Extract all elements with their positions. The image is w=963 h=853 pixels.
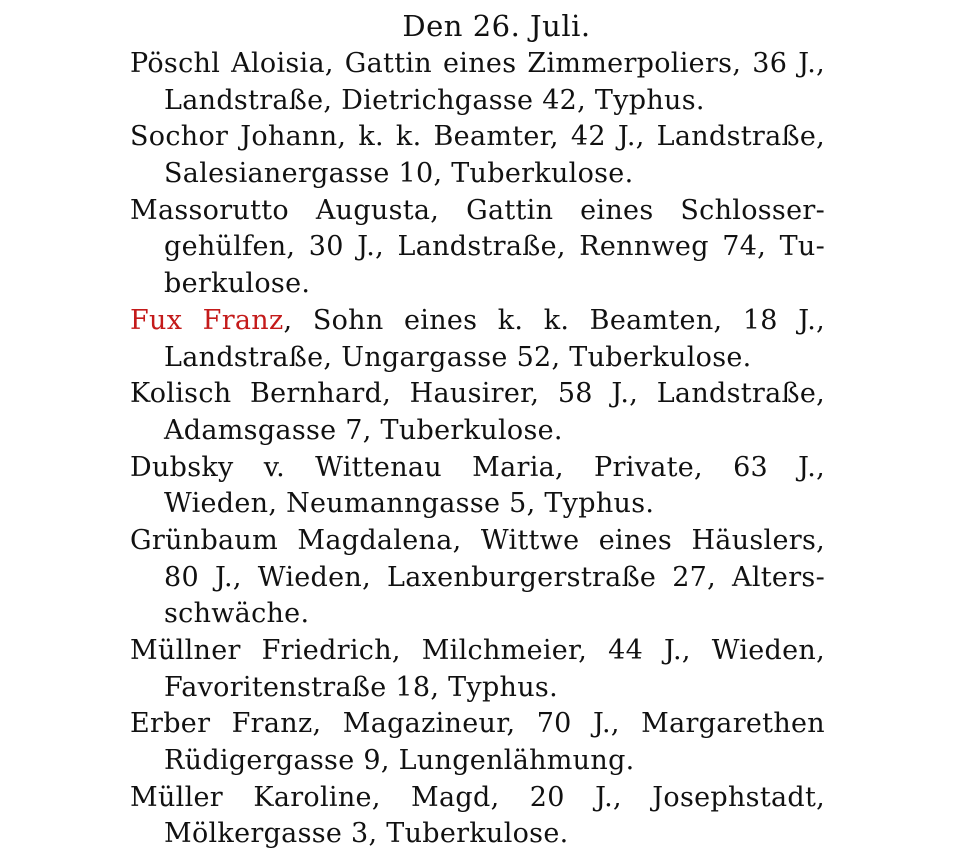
- register-entry: [130, 46, 825, 119]
- register-entry: [130, 193, 825, 303]
- register-entry: [130, 780, 825, 853]
- register-entry: [130, 376, 825, 449]
- entry-first-line: [130, 523, 825, 560]
- entry-continuation-line: [130, 340, 825, 377]
- entry-continuation-line: [130, 596, 825, 633]
- register-entry: [130, 303, 825, 376]
- entry-text: Milchmeier, 44 J., Wieden,: [400, 635, 825, 666]
- entry-continuation-line: [130, 229, 825, 266]
- entry-text: Salesianergasse 10, Tuberkulose.: [164, 158, 634, 190]
- person-name: Kolisch Bernhard,: [130, 378, 392, 410]
- entry-text: berkulose.: [164, 268, 311, 300]
- entry-first-line: [130, 303, 825, 340]
- entry-text: k. k. Beamter, 42 J., Landstraße,: [346, 121, 825, 153]
- entry-text: Wittwe eines Häuslers,: [461, 524, 825, 556]
- person-name: Grünbaum Magdalena,: [130, 524, 462, 556]
- entry-continuation-line: [130, 670, 825, 707]
- entry-text: Adamsgasse 7, Tuberkulose.: [164, 414, 563, 446]
- entry-first-line: [130, 193, 825, 230]
- entry-text: Hausirer, 58 J., Landstraße,: [391, 378, 825, 410]
- register-entry: [130, 523, 825, 633]
- entry-text: Wieden, Neumanngasse 5, Typhus.: [164, 488, 655, 520]
- entry-text: , Sohn eines k. k. Beamten, 18 J.,: [283, 304, 825, 336]
- entry-continuation-line: [130, 266, 825, 303]
- entry-continuation-line: [130, 816, 825, 853]
- entry-continuation-line: [130, 83, 825, 120]
- entry-text: Private, 63 J.,: [563, 451, 825, 483]
- person-name: Pöschl Aloisia,: [130, 48, 334, 79]
- entry-text: Landstraße, Dietrichgasse 42, Typhus.: [164, 84, 705, 116]
- entry-text: Landstraße, Ungargasse 52, Tuberkulose.: [164, 341, 752, 373]
- person-name: Müllner Friedrich,: [130, 635, 401, 666]
- entry-text: Rüdigergasse 9, Lungenlähmung.: [164, 745, 635, 777]
- entry-first-line: [130, 119, 825, 156]
- register-entry: [130, 450, 825, 523]
- date-heading: Den 26. Juli.: [402, 9, 591, 43]
- entry-continuation-line: [130, 156, 825, 193]
- entry-continuation-line: [130, 413, 825, 450]
- entry-text: 80 J., Wieden, Laxenburgerstraße 27, Alters-: [164, 561, 825, 593]
- entry-first-line: [130, 46, 825, 83]
- register-entry: [130, 706, 825, 779]
- register-entry: [130, 633, 825, 706]
- person-name: Sochor Johann,: [130, 121, 347, 153]
- entry-first-line: [130, 780, 825, 817]
- person-name: Müller Karoline,: [130, 781, 381, 813]
- entry-text: Mölkergasse 3, Tuberkulose.: [164, 818, 569, 850]
- person-name: Massorutto Augusta,: [130, 194, 440, 226]
- person-name: Dubsky v. Wittenau Maria,: [130, 451, 564, 483]
- entry-text: Magd, 20 J., Josephstadt,: [380, 781, 825, 813]
- register-entry: [130, 119, 825, 192]
- entry-text: Favoritenstraße 18, Typhus.: [164, 671, 558, 703]
- person-name: Fux Franz: [130, 304, 284, 336]
- entry-first-line: [130, 376, 825, 413]
- death-register-list: [130, 46, 825, 853]
- entry-text: Magazineur, 70 J., Margarethen: [321, 708, 825, 740]
- entry-text: schwäche.: [164, 598, 310, 630]
- entry-text: Gattin eines Schlosser-: [439, 194, 825, 226]
- entry-first-line: [130, 633, 825, 670]
- person-name: Erber Franz,: [130, 708, 322, 740]
- entry-first-line: [130, 706, 825, 743]
- entry-continuation-line: [130, 486, 825, 523]
- entry-text: Gattin eines Zimmerpoliers, 36 J.,: [333, 48, 826, 79]
- entry-continuation-line: [130, 743, 825, 780]
- entry-continuation-line: [130, 560, 825, 597]
- entry-first-line: [130, 450, 825, 487]
- entry-text: gehülfen, 30 J., Landstraße, Rennweg 74, Tu-: [164, 231, 825, 263]
